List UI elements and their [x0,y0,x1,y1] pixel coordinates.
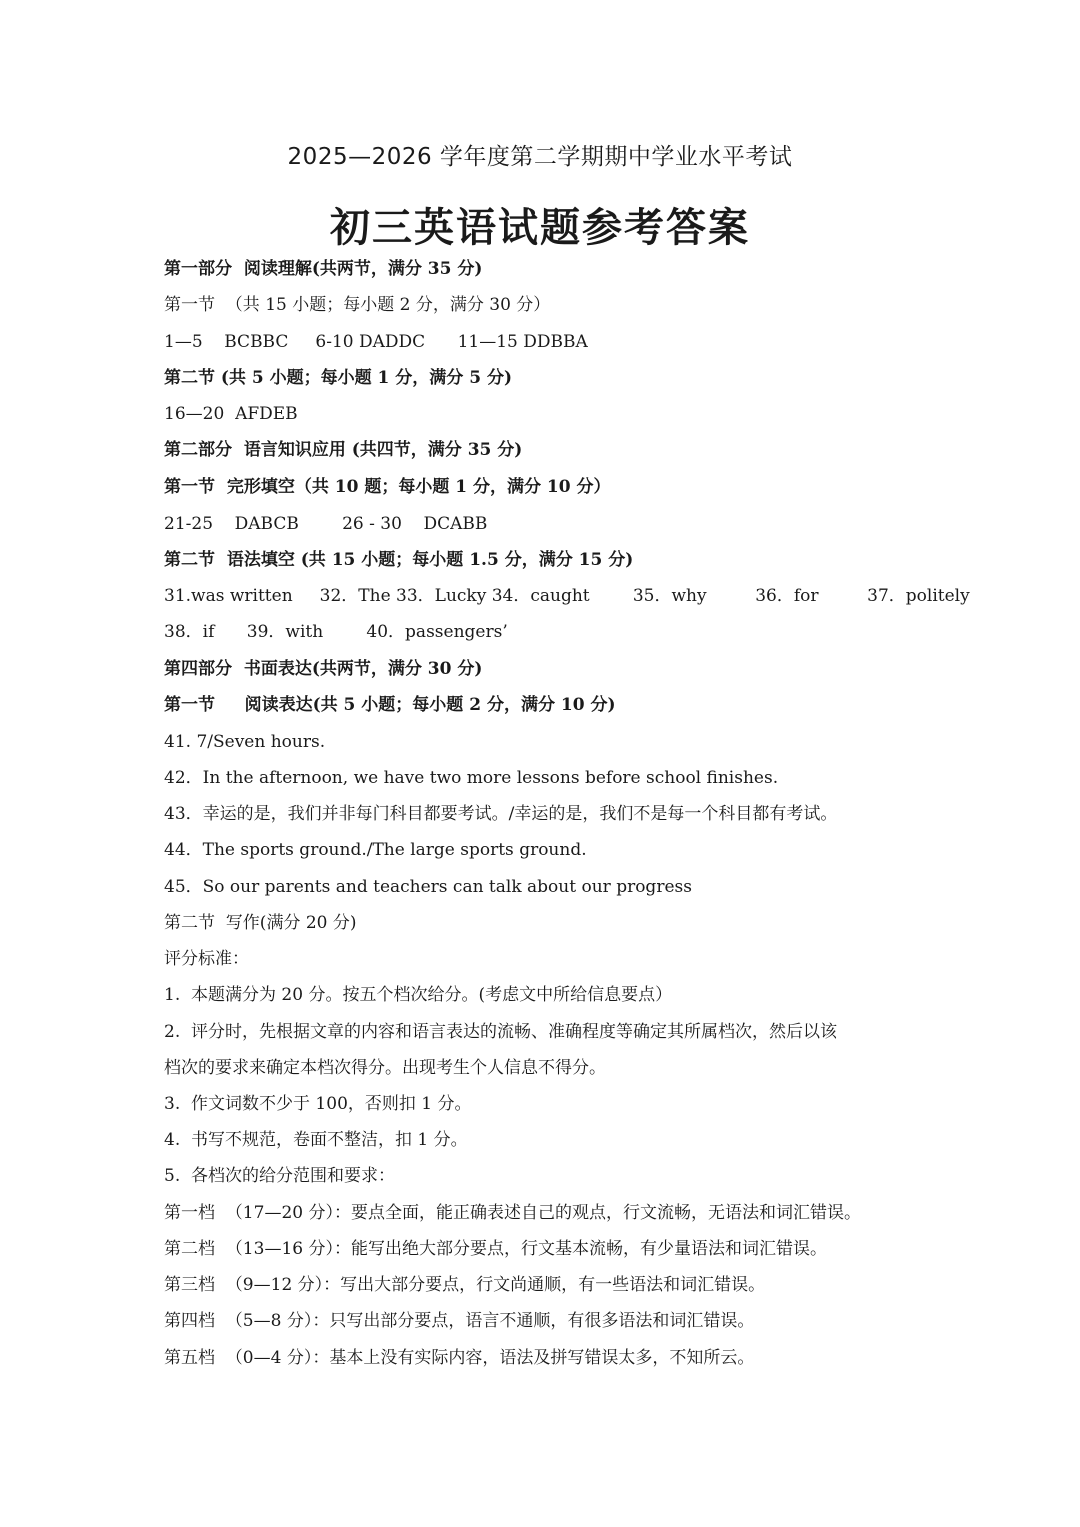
scoring-criteria-heading: 评分标准： [164,949,249,969]
criteria-item-2-cont: 档次的要求来确定本档次得分。出现考生个人信息不得分。 [164,1058,606,1078]
answers-21-30: 21-25 DABCB 26 - 30 DCABB [164,514,488,534]
answer-41: 41. 7/Seven hours. [164,732,326,752]
part2-heading: 第二部分 语言知识应用 (共四节，满分 35 分) [164,440,523,460]
grade-level-2: 第二档 （13—16 分）：能写出绝大部分要点，行文基本流畅，有少量语法和词汇错误。 [164,1239,827,1259]
answers-31-37: 31.was written 32．The 33．Lucky 34．caught 35．why 36．for 37．politely [164,586,970,606]
grade-level-3: 第三档 （9—12 分）：写出大部分要点，行文尚通顺，有一些语法和词汇错误。 [164,1275,766,1295]
answer-43: 43．幸运的是，我们并非每门科目都要考试。/幸运的是，我们不是每一个科目都有考试。 [164,804,838,824]
part4-heading: 第四部分 书面表达(共两节，满分 30 分) [164,659,483,679]
answers-16-20: 16—20 AFDEB [164,404,298,424]
part4-section1-heading: 第一节 阅读表达(共 5 小题；每小题 2 分，满分 10 分) [164,695,616,715]
part1-section1-heading: 第一节 （共 15 小题；每小题 2 分，满分 30 分） [164,295,551,315]
answer-44: 44．The sports ground./The large sports ground. [164,840,587,860]
part2-section1-heading: 第一节 完形填空（共 10 题；每小题 1 分，满分 10 分） [164,477,611,497]
grade-level-5: 第五档 （0—4 分）：基本上没有实际内容，语法及拼写错误太多，不知所云。 [164,1348,755,1368]
answer-42: 42．In the afternoon, we have two more lessons before school finishes. [164,768,779,788]
grade-level-4: 第四档 （5—8 分）：只写出部分要点，语言不通顺，有很多语法和词汇错误。 [164,1311,755,1331]
criteria-item-2: 2. 评分时，先根据文章的内容和语言表达的流畅、准确程度等确定其所属档次，然后以该 [164,1022,838,1042]
criteria-item-3: 3. 作文词数不少于 100，否则扣 1 分。 [164,1094,472,1114]
exam-subtitle: 2025—2026 学年度第二学期期中学业水平考试 [287,144,793,170]
part2-section2-heading: 第二节 语法填空 (共 15 小题；每小题 1.5 分，满分 15 分) [164,550,634,570]
answer-45: 45．So our parents and teachers can talk about our progress [164,877,692,897]
page-title: 初三英语试题参考答案 [330,205,750,251]
criteria-item-5: 5. 各档次的给分范围和要求： [164,1166,396,1186]
criteria-item-1: 1. 本题满分为 20 分。按五个档次给分。(考虑文中所给信息要点） [164,985,673,1005]
part1-heading: 第一部分 阅读理解(共两节，满分 35 分) [164,259,483,279]
grade-level-1: 第一档 （17—20 分）：要点全面，能正确表述自己的观点，行文流畅，无语法和词汇错误。 [164,1203,861,1223]
answers-1-15: 1—5 BCBBC 6-10 DADDC 11—15 DDBBA [164,332,588,352]
criteria-item-4: 4. 书写不规范，卷面不整洁，扣 1 分。 [164,1130,468,1150]
part1-section2-heading: 第二节 (共 5 小题；每小题 1 分，满分 5 分) [164,368,513,388]
part4-section2-heading: 第二节 写作(满分 20 分) [164,913,357,933]
answers-38-40: 38．if 39．with 40．passengers’ [164,622,508,642]
